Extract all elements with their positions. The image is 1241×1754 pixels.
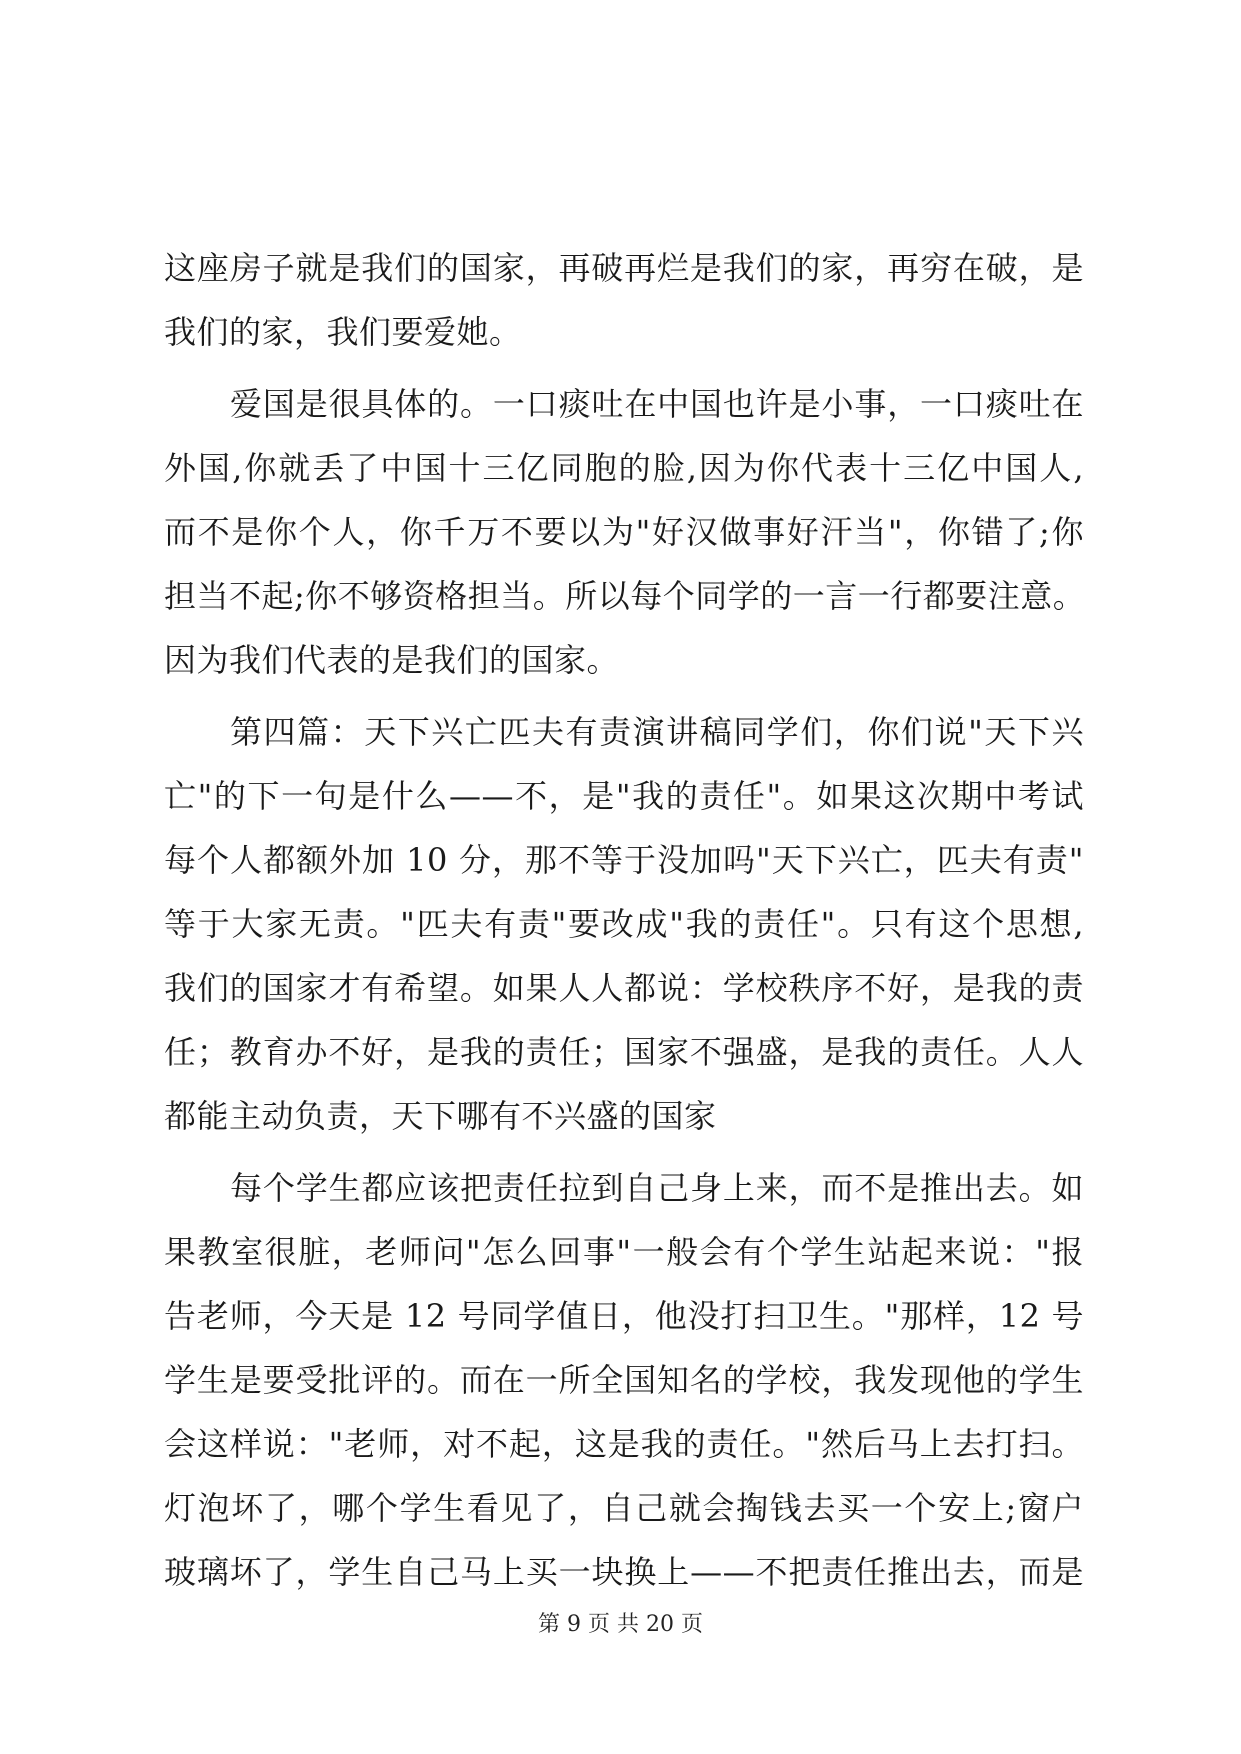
text-line: 这座房子就是我们的国家，再破再烂是我们的家，再穷在破，是 [164, 249, 1084, 287]
text-line: 会这样说："老师，对不起，这是我的责任。"然后马上去打扫。 [164, 1425, 1084, 1463]
paragraph-4 [164, 1156, 1084, 1604]
text-line: 学生是要受批评的。而在一所全国知名的学校，我发现他的学生 [164, 1361, 1084, 1399]
text-line: 亡"的下一句是什么——不，是"我的责任"。如果这次期中考试 [164, 777, 1084, 815]
text-line: 告老师，今天是 12 号同学值日，他没打扫卫生。"那样，12 号 [164, 1297, 1084, 1335]
page-number-footer: 第 9 页 共 20 页 [538, 1612, 703, 1637]
text-line: 玻璃坏了，学生自己马上买一块换上——不把责任推出去，而是 [164, 1553, 1084, 1591]
text-line: 我们的国家才有希望。如果人人都说：学校秩序不好，是我的责 [164, 969, 1084, 1007]
text-line: 因为我们代表的是我们的国家。 [164, 641, 620, 679]
text-line: 而不是你个人，你千万不要以为"好汉做事好汗当"，你错了;你 [164, 513, 1084, 551]
text-line: 都能主动负责，天下哪有不兴盛的国家 [164, 1097, 717, 1135]
text-line: 第四篇：天下兴亡匹夫有责演讲稿同学们，你们说"天下兴 [230, 713, 1084, 751]
text-line: 担当不起;你不够资格担当。所以每个同学的一言一行都要注意。 [164, 577, 1086, 615]
text-line: 灯泡坏了，哪个学生看见了，自己就会掏钱去买一个安上;窗户 [164, 1489, 1084, 1527]
text-line: 爱国是很具体的。一口痰吐在中国也许是小事，一口痰吐在 [230, 385, 1084, 423]
text-line: 每个人都额外加 10 分，那不等于没加吗"天下兴亡，匹夫有责" [164, 841, 1084, 879]
paragraph-3 [164, 700, 1084, 1148]
text-line: 果教室很脏，老师问"怎么回事"一般会有个学生站起来说："报 [164, 1233, 1084, 1271]
text-line: 等于大家无责。"匹夫有责"要改成"我的责任"。只有这个思想, [164, 905, 1084, 943]
text-line: 外国,你就丢了中国十三亿同胞的脸,因为你代表十三亿中国人, [164, 449, 1084, 487]
document-body [164, 236, 1084, 1604]
text-line: 我们的家，我们要爱她。 [164, 313, 522, 351]
paragraph-1 [164, 236, 1084, 364]
text-line: 任；教育办不好，是我的责任；国家不强盛，是我的责任。人人 [164, 1033, 1084, 1071]
paragraph-2 [164, 372, 1084, 692]
text-line: 每个学生都应该把责任拉到自己身上来，而不是推出去。如 [230, 1169, 1084, 1207]
